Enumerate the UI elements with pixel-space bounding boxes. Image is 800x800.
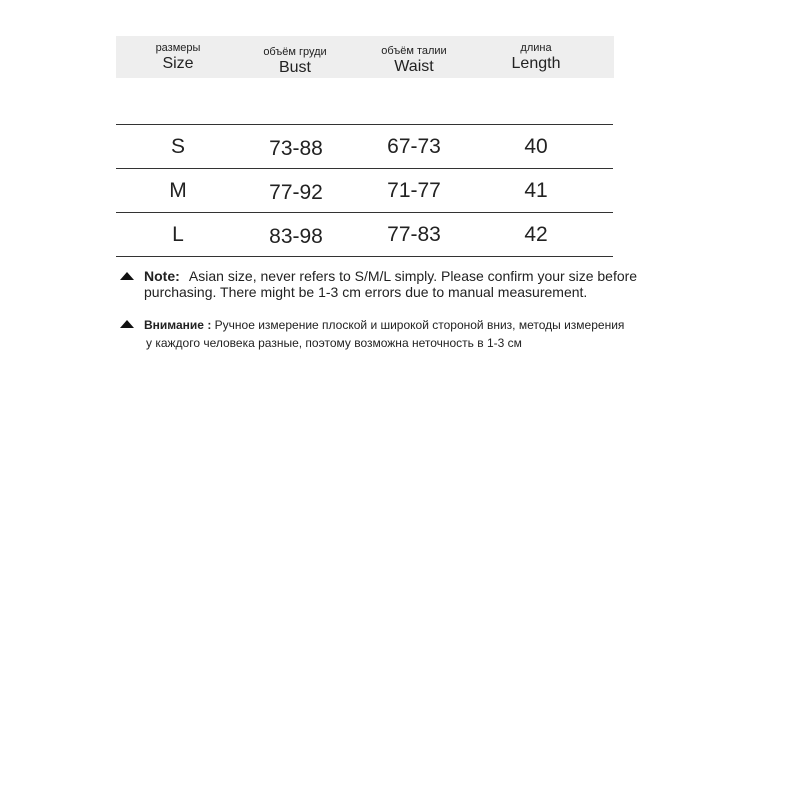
cell-bust: 73-88 [269, 137, 323, 160]
header-bust-ru: объём груди [263, 46, 327, 58]
cell-bust: 77-92 [269, 181, 323, 204]
cell-bust: 83-98 [269, 225, 323, 248]
cell-length: 41 [524, 179, 548, 202]
header-size [118, 42, 238, 73]
triangle-icon [120, 272, 134, 280]
cell-waist: 67-73 [387, 135, 441, 158]
header-size-ru: размеры [155, 42, 201, 54]
table-row-l [116, 213, 613, 257]
cell-size: M [169, 179, 187, 202]
cell-size: S [170, 135, 185, 158]
note-ru-label: Внимание : [144, 318, 212, 332]
note-en-line2: purchasing. There might be 1-3 cm errors due to manual measurement. [144, 284, 588, 300]
cell-waist: 77-83 [387, 223, 441, 246]
header-bust [235, 46, 355, 77]
table-header [116, 36, 614, 78]
note-en-line1: Asian size, never refers to S/M/L simply. Please confirm your size before [188, 268, 638, 284]
header-length [476, 42, 596, 73]
cell-length: 42 [524, 223, 548, 246]
table-row-m [116, 169, 613, 213]
header-length-ru: длина [520, 42, 552, 54]
note-ru-line2: у каждого человека разные, поэтому возможна неточность в 1-3 см [146, 336, 522, 350]
header-waist-ru: объём талии [381, 45, 447, 57]
note-russian [118, 316, 638, 352]
header-bust-en: Bust [278, 59, 311, 76]
header-waist [354, 45, 474, 76]
triangle-icon [120, 320, 134, 328]
note-english [118, 268, 638, 300]
cell-length: 40 [524, 135, 548, 158]
header-waist-en: Waist [394, 58, 434, 75]
cell-waist: 71-77 [387, 179, 441, 202]
cell-size: L [172, 223, 184, 246]
note-ru-line1: Ручное измерение плоской и широкой стороной вниз, методы измерения [214, 318, 625, 332]
header-length-en: Length [511, 55, 561, 72]
note-en-label: Note: [144, 268, 180, 284]
size-chart-table [116, 36, 614, 248]
header-size-en: Size [162, 55, 194, 72]
table-row-s [116, 125, 613, 169]
table-body [116, 124, 613, 257]
